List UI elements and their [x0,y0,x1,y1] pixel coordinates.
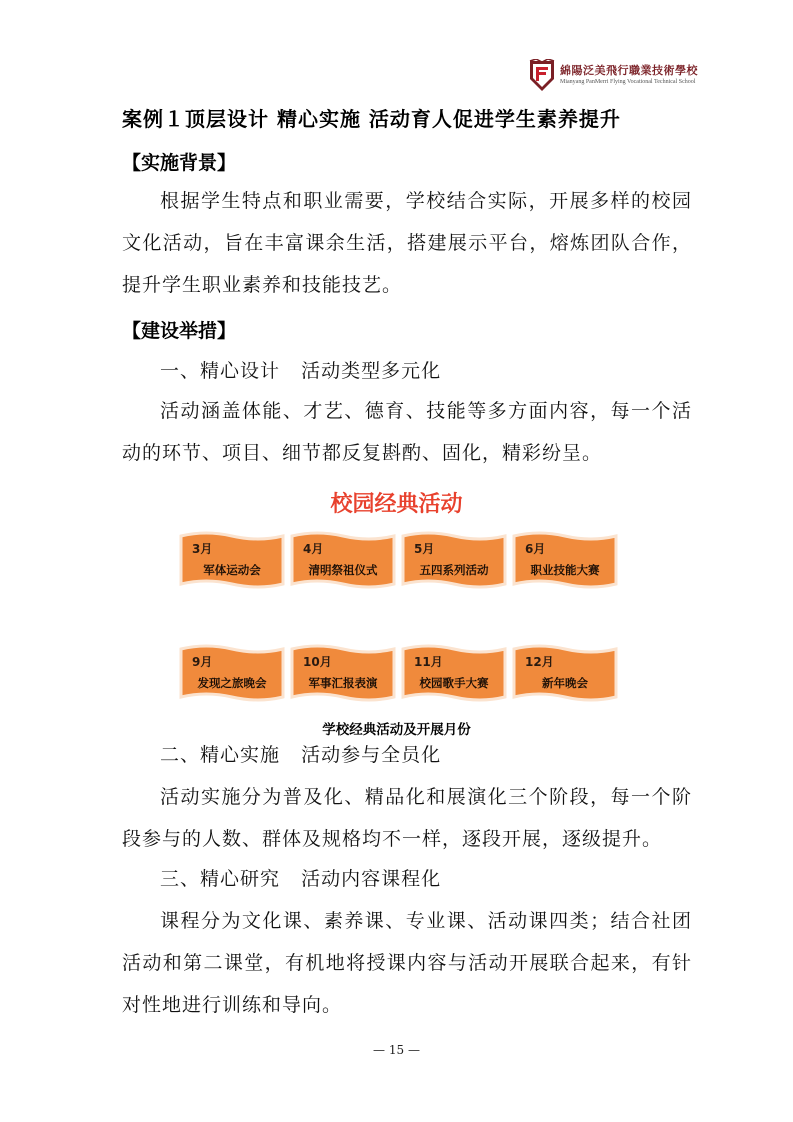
page-number: — 15 — [373,1043,420,1057]
activity-label: 军事汇报表演 [308,676,378,690]
activity-month: 9月 [192,655,213,669]
activity-flag [289,643,397,705]
school-name-cn: 綿陽泛美飛行職業技術學校 [560,64,698,77]
measure-2-heading: 二、精心实施 活动参与全员化 [160,744,442,766]
activity-label: 校园歌手大赛 [419,676,489,690]
background-heading: 【实施背景】 [122,152,237,174]
measure-1-heading: 一、精心设计 活动类型多元化 [160,360,442,382]
activity-month: 10月 [303,655,332,669]
figure-title: 校园经典活动 [330,492,463,517]
activity-flag [511,643,619,705]
case-title: 案例１顶层设计 精心实施 活动育人促进学生素养提升 [122,107,621,131]
activity-month: 11月 [414,655,443,669]
measures-heading: 【建设举措】 [122,320,237,342]
activity-month: 12月 [525,655,554,669]
activity-label: 新年晚会 [542,676,588,690]
background-paragraph: 根据学生特点和职业需要，学校结合实际，开展多样的校园文化活动，旨在丰富课余生活，搭建展示平台，熔炼团队合作，提升学生职业素养和技能技艺。 [122,190,692,296]
school-logo [528,58,698,92]
activity-month: 5月 [414,542,435,556]
activity-label: 清明祭祖仪式 [308,563,378,577]
activity-month: 4月 [303,542,324,556]
activity-flag [400,643,508,705]
measure-3-heading: 三、精心研究 活动内容课程化 [160,868,442,890]
activity-month: 3月 [192,542,213,556]
activity-label: 五四系列活动 [419,563,489,577]
figure-caption: 学校经典活动及开展月份 [322,722,471,738]
activity-month: 6月 [525,542,546,556]
school-name-en: Mianyang PanMerri Flying Vocational Technical School [560,79,696,85]
activity-label: 职业技能大赛 [530,563,600,577]
activity-flag [400,530,508,592]
activity-label: 军体运动会 [203,563,261,577]
activity-flag [289,530,397,592]
activity-flag [178,530,286,592]
measure-3-paragraph: 课程分为文化课、素养课、专业课、活动课四类；结合社团活动和第二课堂，有机地将授课内容与活动开展联合起来，有针对性地进行训练和导向。 [122,910,692,1016]
activity-flag [511,530,619,592]
measure-1-paragraph: 活动涵盖体能、才艺、德育、技能等多方面内容，每一个活动的环节、项目、细节都反复斟酌、固化，精彩纷呈。 [122,400,692,464]
measure-2-paragraph: 活动实施分为普及化、精品化和展演化三个阶段，每一个阶段参与的人数、群体及规格均不一样，逐段开展，逐级提升。 [122,786,692,850]
school-logo-shield-icon [528,59,556,91]
activity-label: 发现之旅晚会 [197,676,267,690]
activity-flag [178,643,286,705]
